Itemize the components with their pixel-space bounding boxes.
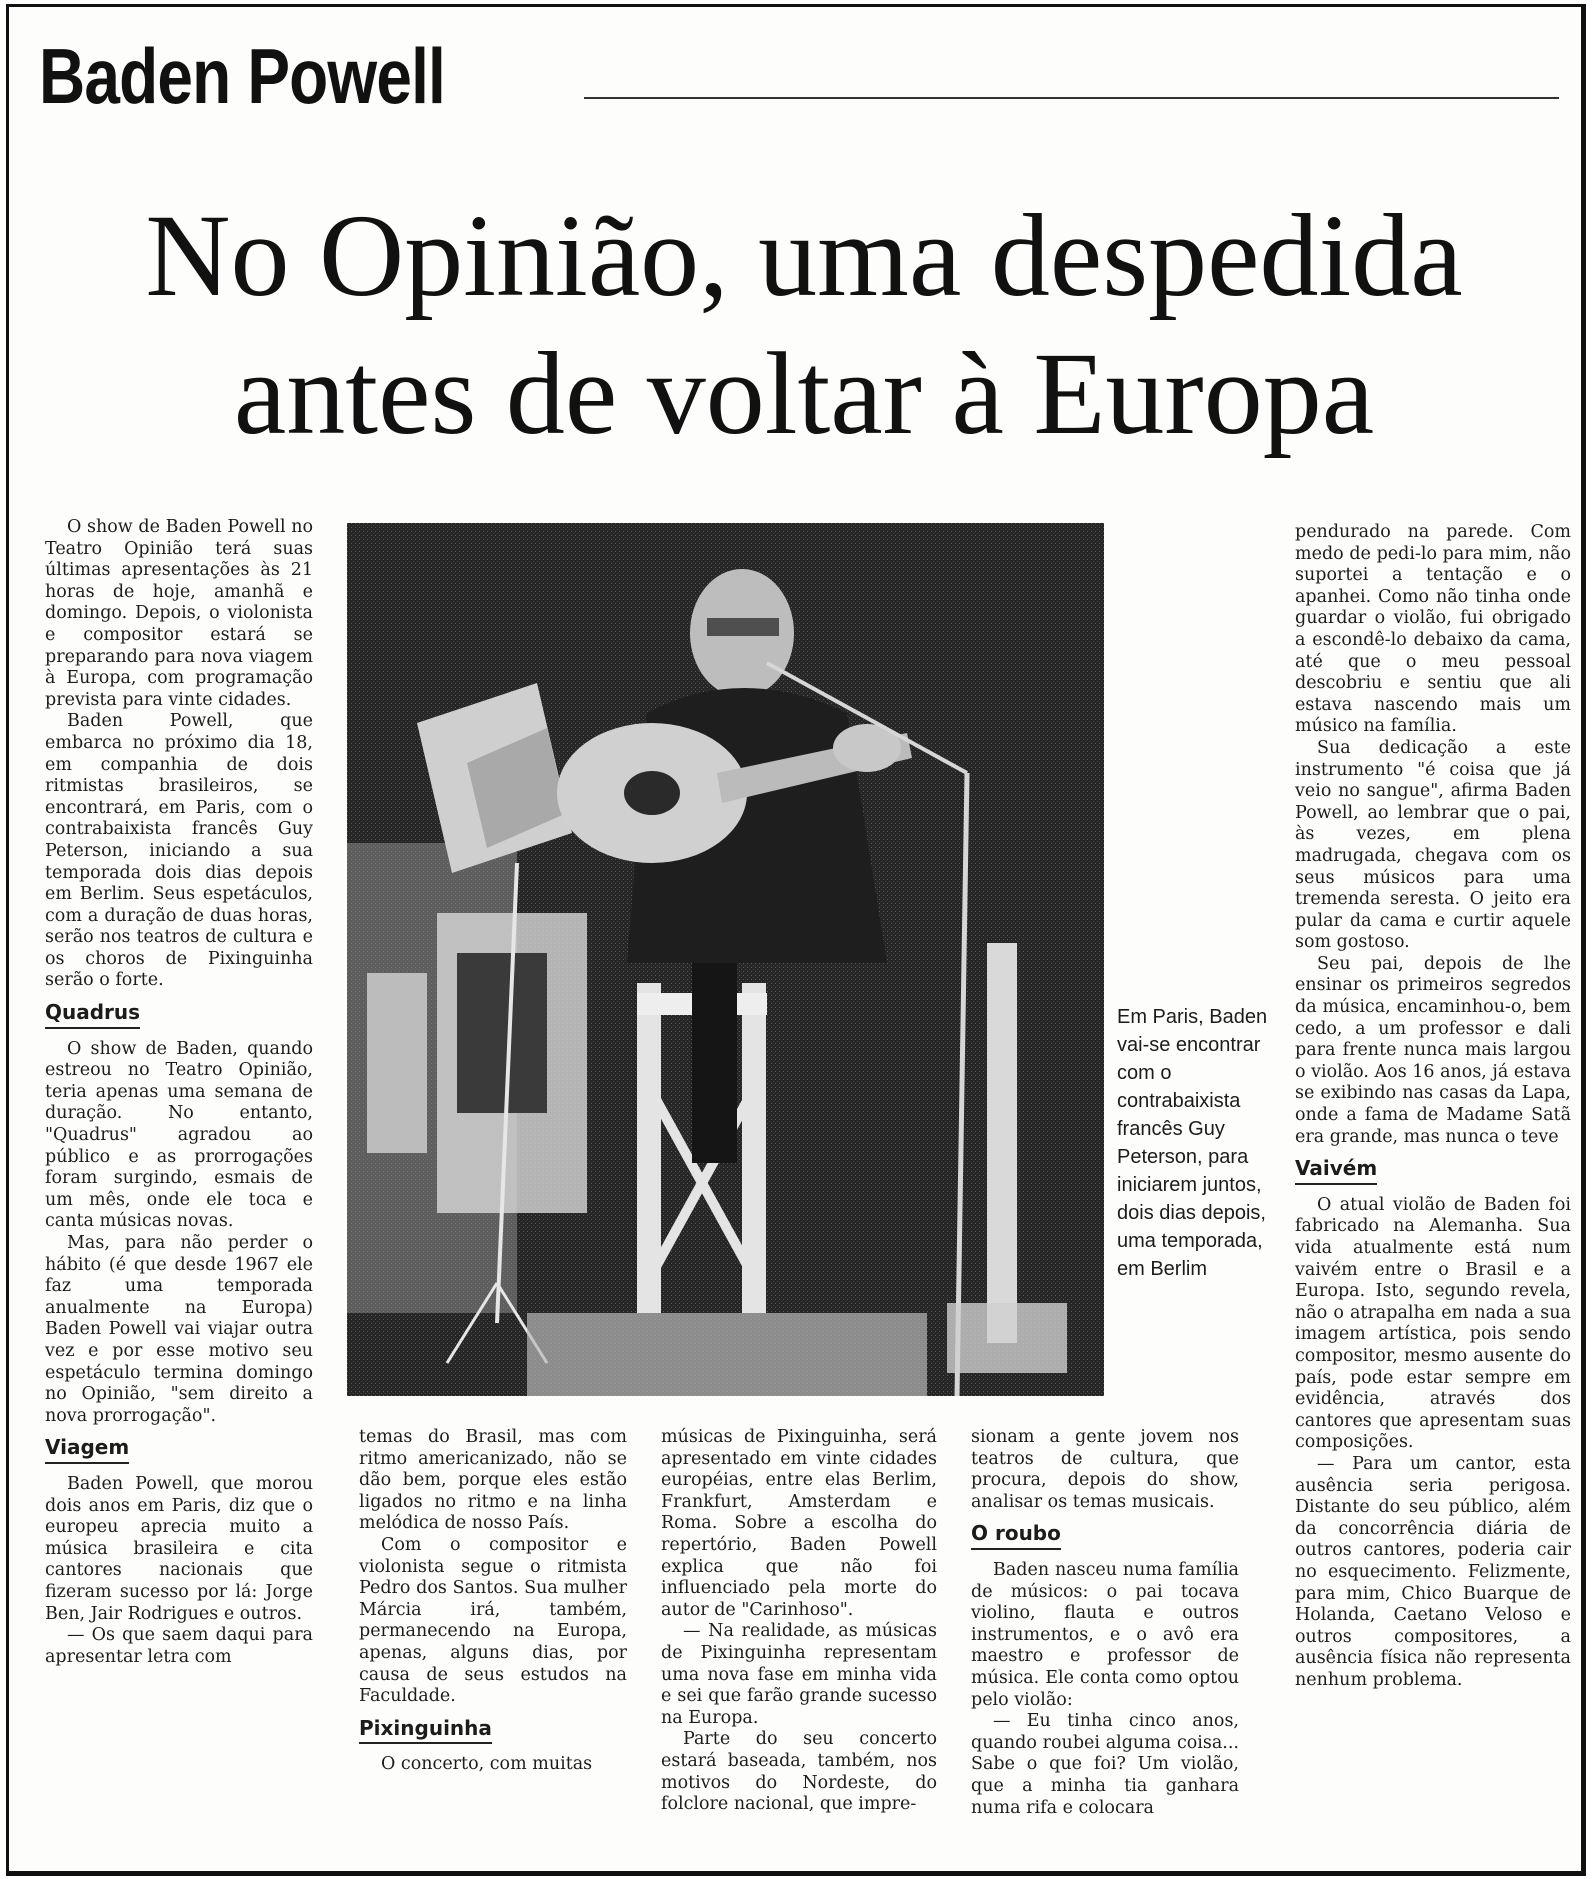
subheading-viagem: Viagem xyxy=(45,1437,129,1464)
kicker-title: Baden Powell xyxy=(39,32,446,120)
subheading-quadrus: Quadrus xyxy=(45,1002,140,1029)
article-column-1 xyxy=(45,517,313,1668)
newspaper-clipping xyxy=(6,4,1586,1876)
paragraph: O show de Baden Powell no Teatro Opinião terá suas últimas apresentações às 21 horas de hoje, amanhã e domingo. Depois, o violonista e compositor estará se preparando para nova viagem à Europa, com programação prevista para vinte cidades. xyxy=(45,517,313,710)
paragraph: Sua dedicação a este instrumento "é coisa que já veio no sangue", afirma Baden Powell, ao lembrar que o pai, às vezes, em plena madrugada, chegava com os seus músicos para uma tremenda seresta. O jeito era pular da cama e curtir aquele som gostoso. xyxy=(1295,737,1571,953)
paragraph: temas do Brasil, mas com ritmo americanizado, não se dão bem, porque eles estão ligados no ritmo e na linha melódica de nosso País. xyxy=(359,1427,627,1534)
paragraph: pendurado na parede. Com medo de pedi-lo para mim, não suportei a tentação e o apanhei. Como não tinha onde guardar o violão, fui obrigado a escondê-lo debaixo da cama, até que o meu pessoal descobriu e sentiu que ali estava nascendo mais um músico na família. xyxy=(1295,522,1571,737)
article-column-3 xyxy=(661,1427,937,1816)
paragraph: sionam a gente jovem nos teatros de cultura, que procura, depois do show, analisar os temas musicais. xyxy=(971,1427,1239,1512)
article-column-4 xyxy=(971,1427,1239,1819)
paragraph: Baden nasceu numa família de músicos: o pai tocava violino, flauta e outros instrumentos, e o avô era maestro e professor de música. Ele conta como optou pelo violão: xyxy=(971,1559,1239,1710)
paragraph: — Eu tinha cinco anos, quando roubei alguma coisa... Sabe o que foi? Um violão, que a minha tia ganhara numa rifa e colocara xyxy=(971,1711,1239,1818)
subheading-vaivem: Vaivém xyxy=(1295,1158,1377,1185)
article-column-5 xyxy=(1295,522,1571,1691)
concert-photo xyxy=(347,523,1104,1396)
paragraph: — Para um cantor, esta ausência seria perigosa. Distante do seu público, além da concorrência diária de outros cantores, poderia cair no esquecimento. Felizmente, para mim, Chico Buarque de Holanda, Caetano Veloso e outros compositores, a ausência física não representa nenhum problema. xyxy=(1295,1453,1571,1690)
paragraph: O concerto, com muitas xyxy=(381,1754,593,1775)
article-column-2 xyxy=(359,1427,627,1776)
paragraph: Parte do seu concerto estará baseada, também, nos motivos do Nordeste, do folclore nacional, que impre- xyxy=(661,1729,937,1815)
paragraph: O atual violão de Baden foi fabricado na Alemanha. Sua vida atualmente está num vaivém entre o Brasil e a Europa. Isto, segundo revela, não o atrapalha em nada a sua imagem artística, pois sendo compositor, mesmo ausente do país, pode estar sempre em evidência, através dos cantores que apresentam suas composições. xyxy=(1295,1194,1571,1453)
kicker-rule xyxy=(584,97,1559,99)
paragraph: — Os que saem daqui para apresentar letra com xyxy=(45,1625,313,1667)
paragraph: — Na realidade, as músicas de Pixinguinha representam uma nova fase em minha vida e sei que farão grande sucesso na Europa. xyxy=(661,1621,937,1728)
paragraph: Com o compositor e violonista segue o ritmista Pedro dos Santos. Sua mulher Márcia irá, também, permanecendo na Europa, apenas, alguns dias, por causa de seus estudos na Faculdade. xyxy=(359,1534,627,1707)
paragraph: Baden Powell, que embarca no próximo dia 18, em companhia de dois ritmistas brasileiros, se encontrará, em Paris, com o contrabaixista francês Guy Peterson, iniciando a sua temporada dois dias depois em Berlim. Seus espetáculos, com a duração de duas horas, serão nos teatros de cultura e os choros de Pixinguinha serão o forte. xyxy=(45,711,313,991)
headline-line-1: No Opinião, uma despedida xyxy=(145,190,1463,321)
headline-line-2: antes de voltar à Europa xyxy=(233,328,1375,459)
paragraph: Seu pai, depois de lhe ensinar os primeiros segredos da música, encaminhou-o, bem cedo, a um professor e dali para frente nunca mais largou o violão. Aos 16 anos, já estava se exibindo nas casas da Lapa, onde a fama de Madame Satã era grande, mas nunca o teve xyxy=(1295,953,1571,1147)
paragraph: Mas, para não perder o hábito (é que desde 1967 ele faz uma temporada anualmente na Europa) Baden Powell vai viajar outra vez e por esse motivo seu espetáculo termina domingo no Opinião, "sem direito a nova prorrogação". xyxy=(45,1233,313,1426)
photo-caption: Em Paris, Baden vai-se encontrar com o contrabaixista francês Guy Peterson, para iniciarem juntos, dois dias depois, uma temporada, em Berlim xyxy=(1117,1006,1268,1280)
photo-illustration xyxy=(347,523,1104,1396)
paragraph: Baden Powell, que morou dois anos em Paris, diz que o europeu aprecia muito a música brasileira e cita cantores nacionais que fizeram sucesso por lá: Jorge Ben, Jair Rodrigues e outros. xyxy=(45,1473,313,1624)
paragraph: músicas de Pixinguinha, será apresentado em vinte cidades européias, entre elas Berlim, Frankfurt, Amsterdam e Roma. Sobre a escolha do repertório, Baden Powell explica que não foi influenciado pela morte do autor de "Carinhoso". xyxy=(661,1427,937,1620)
paragraph: O show de Baden, quando estreou no Teatro Opinião, teria apenas uma semana de duração. No entanto, "Quadrus" agradou ao público e as prorrogações foram surgindo, esmais de um mês, onde ele toca e canta músicas novas. xyxy=(45,1038,313,1232)
subheading-o-roubo: O roubo xyxy=(971,1523,1061,1550)
subheading-pixinguinha: Pixinguinha xyxy=(359,1718,492,1745)
